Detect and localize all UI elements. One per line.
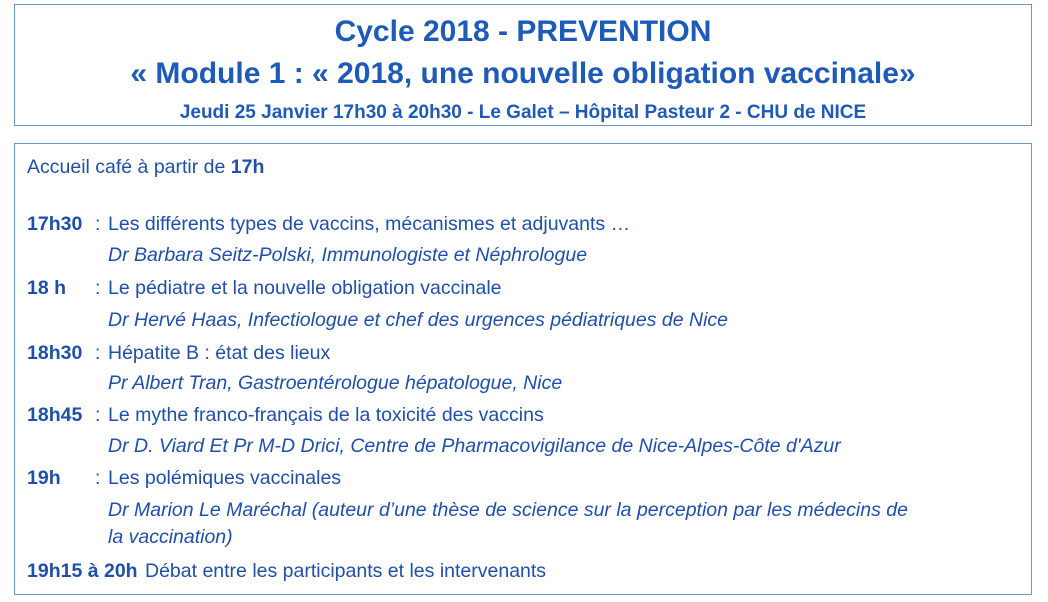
session-time: 17h30 bbox=[27, 213, 83, 235]
session-time: 18 h bbox=[27, 277, 67, 299]
session-speaker-continued: la vaccination) bbox=[108, 526, 233, 548]
session-speaker: Dr D. Viard Et Pr M-D Drici, Centre de Pharmacovigilance de Nice-Alpes-Côte d'Azur bbox=[108, 435, 841, 457]
cycle-title: Cycle 2018 - PREVENTION bbox=[334, 15, 712, 48]
event-date-location: Jeudi 25 Janvier 17h30 à 20h30 - Le Galet – Hôpital Pasteur 2 - CHU de NICE bbox=[179, 102, 867, 123]
session-talk: Les différents types de vaccins, mécanismes et adjuvants … bbox=[108, 213, 631, 235]
welcome-text: Accueil café à partir de bbox=[27, 156, 231, 178]
session-speaker: Pr Albert Tran, Gastroentérologue hépatologue, Nice bbox=[108, 372, 563, 394]
session-talk: Le pédiatre et la nouvelle obligation vaccinale bbox=[108, 277, 502, 299]
session-colon: : bbox=[95, 404, 101, 426]
welcome-time: 17h bbox=[230, 156, 265, 178]
session-talk: Le mythe franco-français de la toxicité des vaccins bbox=[108, 404, 544, 426]
closing-time: 19h15 à 20h bbox=[27, 560, 138, 582]
program-box bbox=[14, 143, 1032, 595]
session-colon: : bbox=[95, 277, 101, 299]
session-speaker: Dr Marion Le Maréchal (auteur d’une thèse de science sur la perception par les médecins de bbox=[108, 499, 908, 521]
session-time: 19h bbox=[27, 467, 61, 489]
session-colon: : bbox=[95, 213, 101, 235]
session-colon: : bbox=[95, 342, 101, 364]
session-speaker: Dr Hervé Haas, Infectiologue et chef des urgences pédiatriques de Nice bbox=[108, 309, 729, 331]
session-speaker: Dr Barbara Seitz-Polski, Immunologiste et Néphrologue bbox=[108, 244, 588, 266]
module-title: « Module 1 : « 2018, une nouvelle obligation vaccinale» bbox=[130, 57, 916, 90]
session-talk: Les polémiques vaccinales bbox=[108, 467, 342, 489]
closing-text: Débat entre les participants et les intervenants bbox=[145, 560, 547, 582]
session-time: 18h45 bbox=[27, 404, 83, 426]
session-colon: : bbox=[95, 467, 101, 489]
welcome-line bbox=[27, 156, 264, 179]
session-time: 18h30 bbox=[27, 342, 83, 364]
header-box bbox=[14, 4, 1032, 126]
session-talk: Hépatite B : état des lieux bbox=[108, 342, 331, 364]
